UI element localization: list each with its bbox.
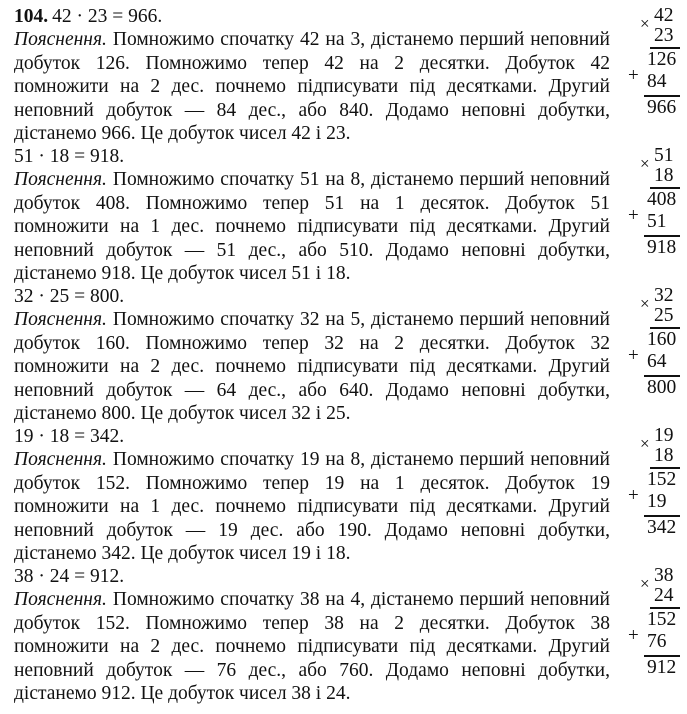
plus-sign: +	[628, 485, 639, 506]
equation: 19 · 18 = 342.	[14, 426, 125, 447]
multiplicand: 38	[654, 565, 674, 586]
partial-product-2: 51	[647, 211, 667, 232]
column-multiplication	[620, 286, 686, 422]
partial-product-2: 84	[647, 71, 667, 92]
multiplier: 25	[654, 305, 674, 326]
equation-line	[14, 566, 124, 588]
explanation	[14, 28, 610, 146]
partial-product-1: 160	[647, 329, 677, 350]
product-result: 912	[647, 657, 677, 678]
explanation-text: Помножимо спочатку 51 на 8, дістанемо перший неповний добуток 408. Помножимо тепер 51 на 1 десяток. Добуток 51 помножити на 1 дес. почнемо підписувати під десятками. Другий неповний добуток — 51 дес., або 510. Додамо неповні добутки, дістанемо 918. Це добуток чисел 51 і 18.	[14, 169, 610, 284]
product-result: 800	[647, 377, 677, 398]
multiplier: 18	[654, 165, 674, 186]
equation-line	[14, 146, 124, 168]
multiplicand: 42	[654, 5, 674, 26]
partial-product-1: 152	[647, 609, 677, 630]
partial-product-1: 126	[647, 49, 677, 70]
column-multiplication	[620, 6, 686, 142]
column-multiplication	[620, 426, 686, 562]
explanation-text: Помножимо спочатку 42 на 3, дістанемо перший неповний добуток 126. Помножимо тепер 42 на 2 десятки. Добуток 42 помножити на 2 дес. почнемо підписувати під десятками. Другий неповний добуток — 84 дес., або 840. Додамо неповні добутки, дістанемо 966. Це добуток чисел 42 і 23.	[14, 29, 610, 144]
equation-line	[14, 6, 162, 28]
times-sign: ×	[640, 434, 650, 453]
equation-line	[14, 426, 124, 448]
explanation	[14, 448, 610, 566]
multiplicand: 32	[654, 285, 674, 306]
explanation-label: Пояснення.	[14, 29, 107, 50]
partial-product-2: 64	[647, 351, 667, 372]
explanation	[14, 168, 610, 286]
partial-product-2: 19	[647, 491, 667, 512]
partial-product-1: 408	[647, 189, 677, 210]
multiplier: 23	[654, 25, 674, 46]
explanation-label: Пояснення.	[14, 449, 107, 470]
times-sign: ×	[640, 294, 650, 313]
equation: 32 · 25 = 800.	[14, 286, 125, 307]
times-sign: ×	[640, 154, 650, 173]
explanation	[14, 308, 610, 426]
multiplier: 18	[654, 445, 674, 466]
multiplier: 24	[654, 585, 674, 606]
exercise-number: 104.	[14, 6, 49, 27]
equation: 51 · 18 = 918.	[14, 146, 125, 167]
explanation-label: Пояснення.	[14, 169, 107, 190]
explanation-text: Помножимо спочатку 38 на 4, дістанемо перший неповний добуток 152. Помножимо тепер 38 на 2 десятки. Добуток 38 помножити на 2 дес. почнемо підписувати під десятками. Другий неповний добуток — 76 дес., або 760. Додамо неповні добутки, дістанемо 912. Це добуток чисел 38 і 24.	[14, 589, 610, 704]
plus-sign: +	[628, 205, 639, 226]
times-sign: ×	[640, 574, 650, 593]
explanation	[14, 588, 610, 706]
column-multiplication	[620, 566, 686, 702]
multiplicand: 51	[654, 145, 674, 166]
plus-sign: +	[628, 625, 639, 646]
equation: 38 · 24 = 912.	[14, 566, 125, 587]
product-result: 342	[647, 517, 677, 538]
explanation-label: Пояснення.	[14, 589, 107, 610]
multiplicand: 19	[654, 425, 674, 446]
explanation-text: Помножимо спочатку 19 на 8, дістанемо перший неповний добуток 152. Помножимо тепер 19 на 1 десяток. Добуток 19 помножити на 1 дес. почнемо підписувати під десятками. Другий неповний добуток — 19 дес. або 190. Додамо неповні добутки, дістанемо 342. Це добуток чисел 19 і 18.	[14, 449, 610, 564]
plus-sign: +	[628, 345, 639, 366]
equation-line	[14, 286, 124, 308]
product-result: 966	[647, 97, 677, 118]
plus-sign: +	[628, 65, 639, 86]
product-result: 918	[647, 237, 677, 258]
partial-product-1: 152	[647, 469, 677, 490]
partial-product-2: 76	[647, 631, 667, 652]
equation: 42 · 23 = 966.	[52, 6, 163, 27]
column-multiplication	[620, 146, 686, 282]
explanation-text: Помножимо спочатку 32 на 5, дістанемо перший неповний добуток 160. Помножимо тепер 32 на 2 десятки. Добуток 32 помножити на 2 дес. почнемо підписувати під десятками. Другий неповний добуток — 64 дес., або 640. Додамо неповні добутки, дістанемо 800. Це добуток чисел 32 і 25.	[14, 309, 610, 424]
times-sign: ×	[640, 14, 650, 33]
explanation-label: Пояснення.	[14, 309, 107, 330]
